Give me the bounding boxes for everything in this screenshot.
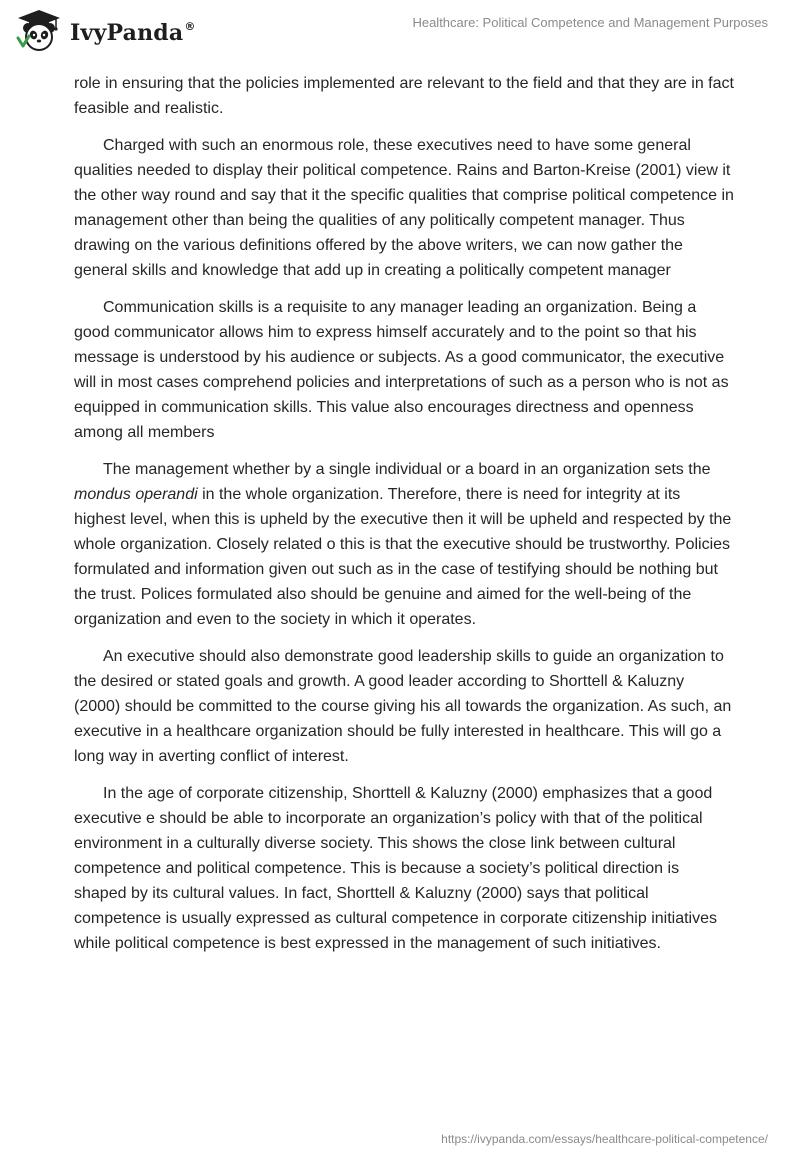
source-url[interactable]: https://ivypanda.com/essays/healthcare-political-competence/	[441, 1132, 768, 1146]
paragraph-3: Communication skills is a requisite to any manager leading an organization. Being a good communicator allows him to express himself accurately and to the point so that his message is understood by his audience or subjects. As a good communicator, the executive will in most cases comprehend policies and interpretations of such as a person who is not as equipped in communication skills. This value also encourages directness and openness among all members	[74, 299, 729, 441]
paragraph-4-after: in the whole organization. Therefore, there is need for integrity at its highest level, when this is upheld by the executive then it will be upheld and respected by the whole organization. Closely related o this is that the executive should be trustworthy. Policies formulated and information given out such as in the case of testifying should be nothing but the trust. Polices formulated also should be genuine and aimed for the well-being of the organization and even to the society in which it operates.	[74, 486, 732, 628]
paragraph-4-before: The management whether by a single individual or a board in an organization sets the	[103, 461, 711, 478]
document-title: Healthcare: Political Competence and Management Purposes	[412, 15, 768, 30]
brand-name-text: IvyPanda	[70, 20, 184, 46]
paragraph-5: An executive should also demonstrate good leadership skills to guide an organization to the desired or stated goals and growth. A good leader according to Shorttell & Kaluzny (2000) should be committed to the course giving his all towards the organization. As such, an executive in a healthcare organization should be fully interested in healthcare. This will go a long way in averting conflict of interest.	[74, 648, 732, 765]
brand-logo[interactable]	[14, 8, 196, 54]
panda-logo-icon	[14, 8, 64, 54]
registered-mark: ®	[184, 20, 196, 33]
essay-body	[74, 71, 734, 968]
paragraph-6: In the age of corporate citizenship, Shorttell & Kaluzny (2000) emphasizes that a good executive e should be able to incorporate an organization’s policy with that of the political environment in a culturally diverse society. This shows the close link between cultural competence and political competence. This is because a society’s political direction is shaped by its cultural values. In fact, Shorttell & Kaluzny (2000) says that political competence is usually expressed as cultural competence in corporate citizenship initiatives while political competence is best expressed in the management of such initiatives.	[74, 785, 717, 952]
paragraph-2: Charged with such an enormous role, these executives need to have some general qualities needed to display their political competence. Rains and Barton-Kreise (2001) view it the other way round and say that it the specific qualities that comprise political competence in management other than being the qualities of any politically competent manager. Thus drawing on the various definitions offered by the above writers, we can now gather the general skills and knowledge that add up in creating a politically competent manager	[74, 137, 734, 279]
paragraph-1: role in ensuring that the policies implemented are relevant to the field and that they are in fact feasible and realistic.	[74, 75, 734, 117]
paragraph-4-italic-term: mondus operandi	[74, 486, 198, 503]
brand-name	[70, 20, 196, 46]
page-header	[0, 0, 800, 62]
paragraph-4	[74, 457, 734, 632]
